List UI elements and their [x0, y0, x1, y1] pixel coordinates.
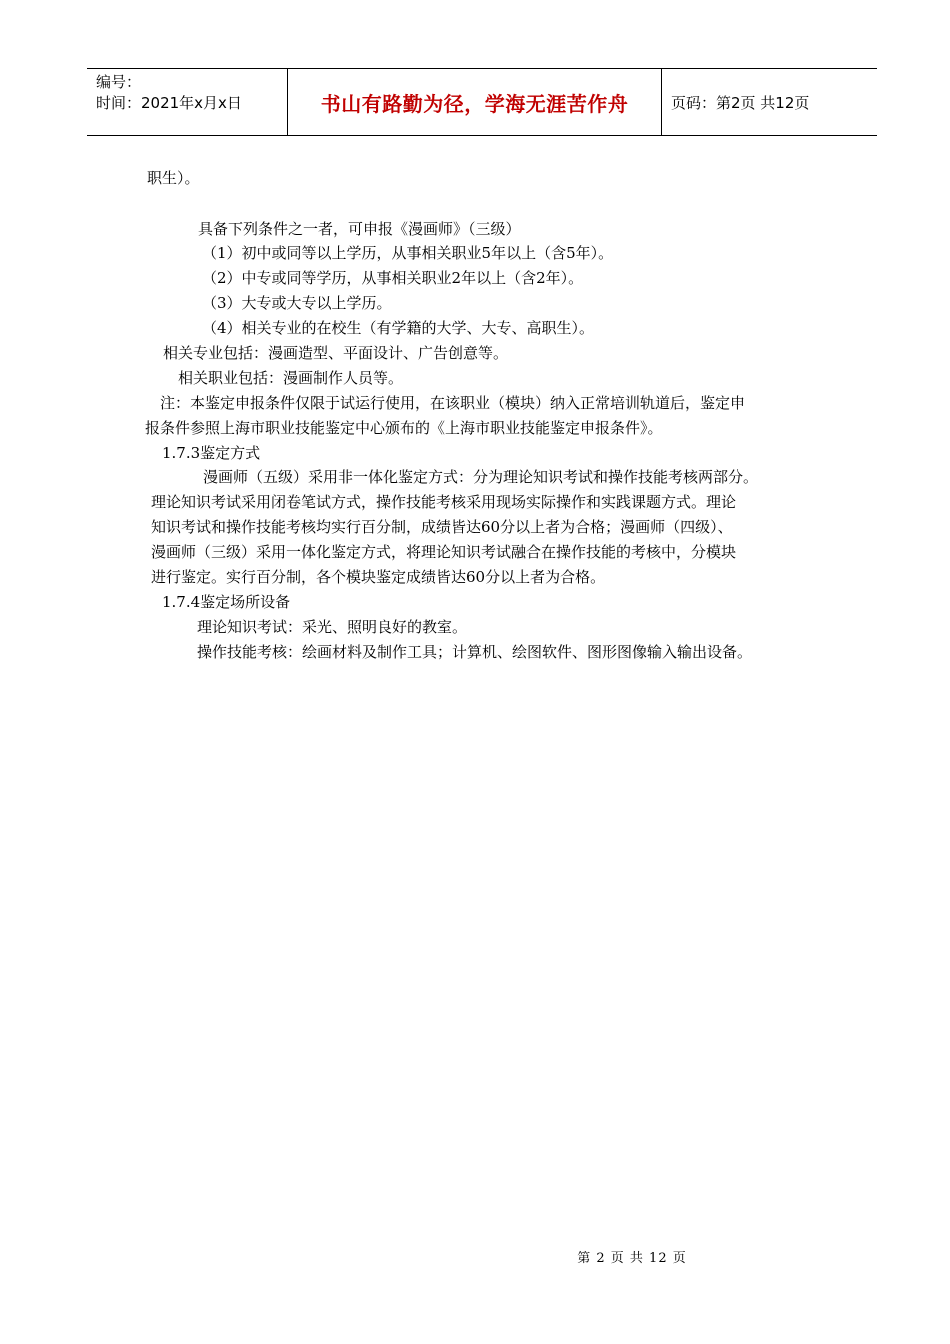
section-heading: 1.7.4鉴定场所设备 [162, 593, 291, 611]
header-page-label: 页码：第2页 共12页 [671, 93, 810, 112]
body-line: 职生）。 [147, 169, 200, 187]
header-meta [87, 69, 288, 135]
body-line: 注：本鉴定申报条件仅限于试运行使用，在该职业（模块）纳入正常培训轨道后，鉴定申 [160, 394, 746, 412]
header-motto: 书山有路勤为径，学海无涯苦作舟 [288, 69, 662, 135]
body-line: 进行鉴定。实行百分制，各个模块鉴定成绩皆达60分以上者为合格。 [151, 568, 606, 586]
body-line: 相关职业包括：漫画制作人员等。 [178, 369, 404, 387]
body-line: 漫画师（五级）采用非一体化鉴定方式：分为理论知识考试和操作技能考核两部分。 [203, 468, 759, 486]
page-footer: 第 2 页 共 12 页 [577, 1251, 687, 1266]
section-heading: 1.7.3鉴定方式 [162, 444, 261, 462]
body-line: （2）中专或同等学历，从事相关职业2年以上（含2年）。 [202, 269, 584, 287]
page-header [87, 68, 877, 136]
body-line: 漫画师（三级）采用一体化鉴定方式，将理论知识考试融合在操作技能的考核中，分模块 [151, 543, 737, 561]
body-line: 具备下列条件之一者，可申报《漫画师》（三级） [198, 220, 521, 238]
body-line: 相关专业包括：漫画造型、平面设计、广告创意等。 [163, 344, 509, 362]
body-line: （4）相关专业的在校生（有学籍的大学、大专、高职生）。 [202, 319, 595, 337]
body-line: （1）初中或同等以上学历，从事相关职业5年以上（含5年）。 [202, 244, 614, 262]
body-line: 知识考试和操作技能考核均实行百分制，成绩皆达60分以上者为合格；漫画师（四级）、 [151, 518, 733, 536]
document-number-label: 编号： [96, 73, 142, 91]
body-line: 理论知识考试：采光、照明良好的教室。 [197, 618, 468, 636]
document-time-label: 时间：2021年x月x日 [96, 94, 242, 112]
body-line: 理论知识考试采用闭卷笔试方式，操作技能考核采用现场实际操作和实践课题方式。理论 [151, 493, 737, 511]
body-line: 报条件参照上海市职业技能鉴定中心颁布的《上海市职业技能鉴定申报条件》。 [145, 419, 663, 437]
body-line: （3）大专或大专以上学历。 [202, 294, 392, 312]
body-line: 操作技能考核：绘画材料及制作工具；计算机、绘图软件、图形图像输入输出设备。 [197, 643, 753, 661]
